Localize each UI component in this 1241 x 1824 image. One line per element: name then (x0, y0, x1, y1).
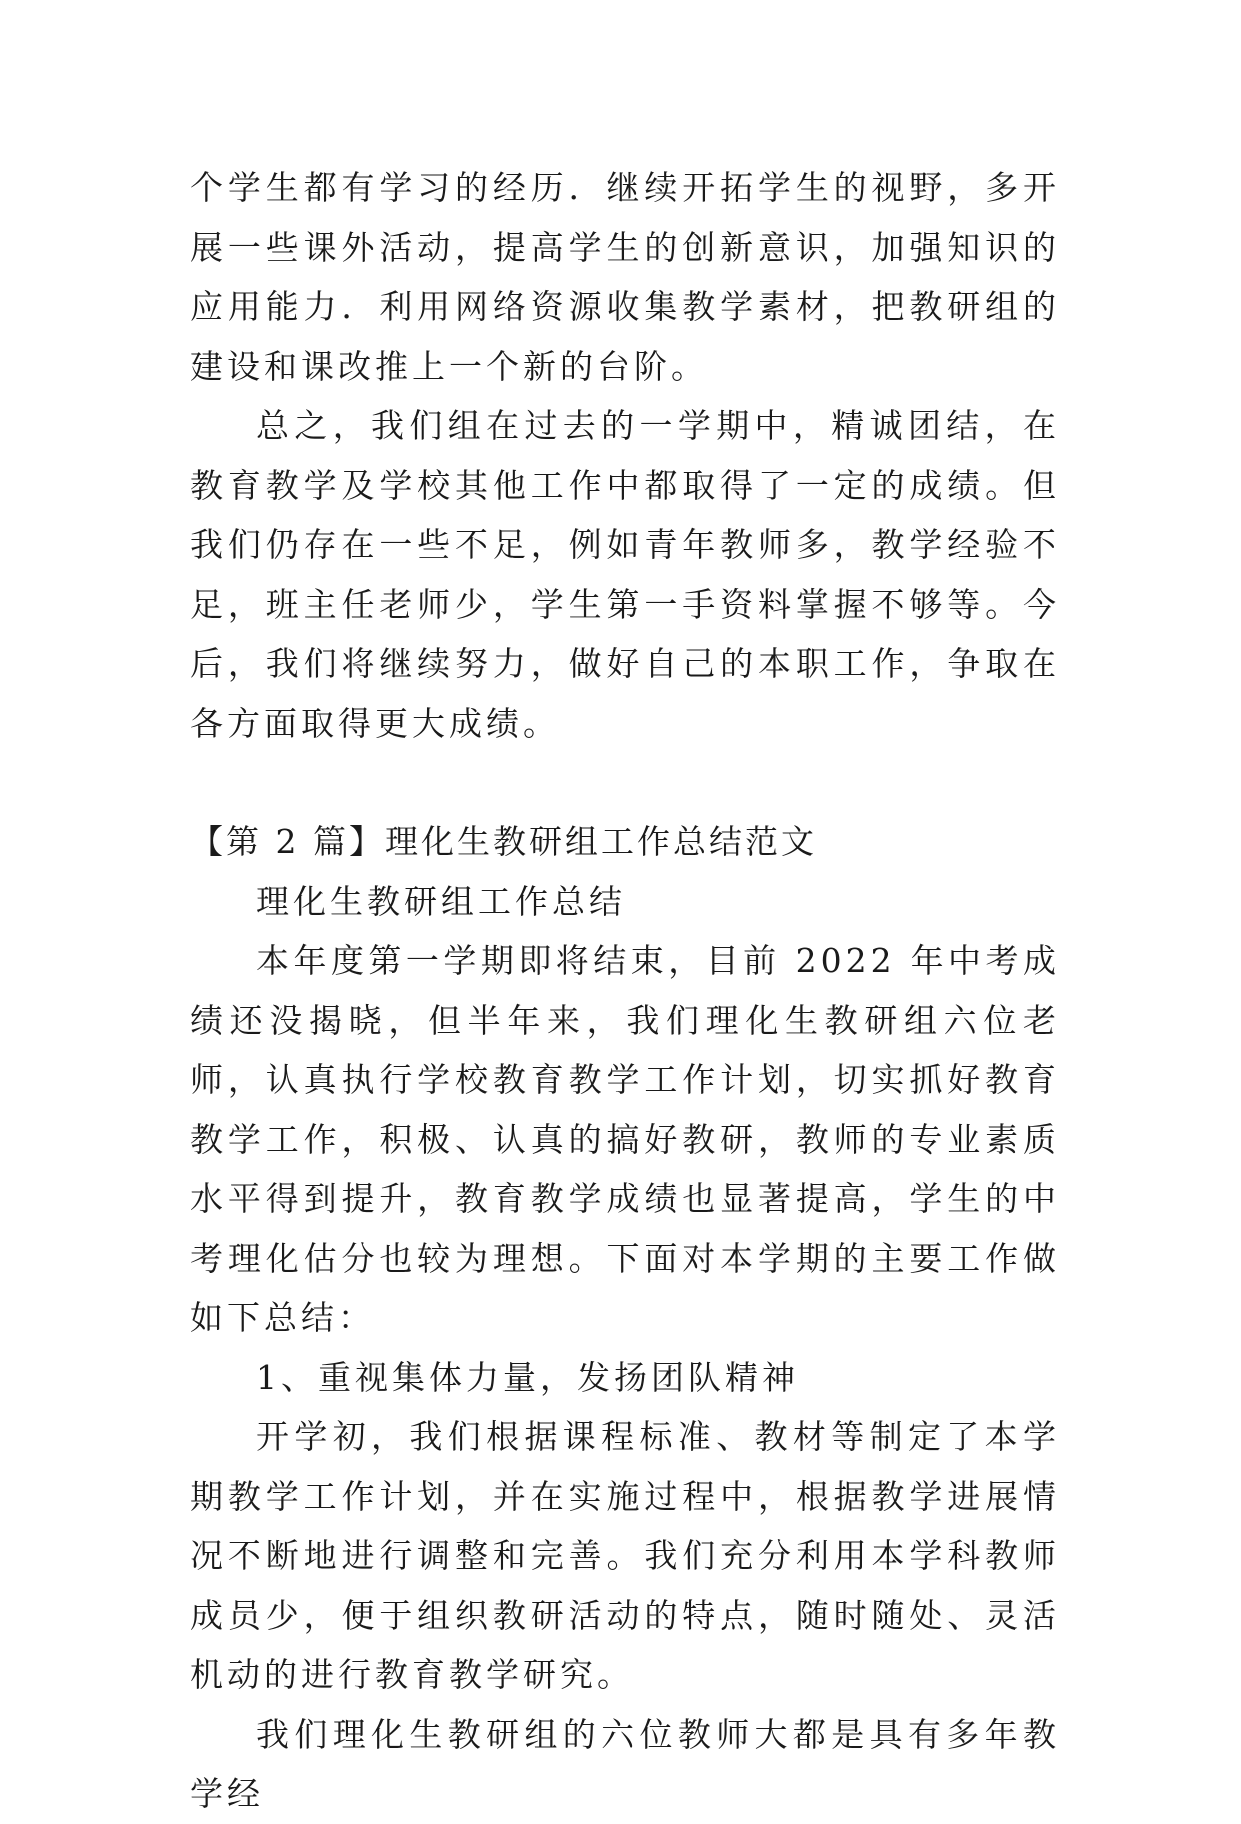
paragraph-summary: 总之，我们组在过去的一学期中，精诚团结，在教育教学及学校其他工作中都取得了一定的成绩。但我们仍存在一些不足，例如青年教师多，教学经验不足，班主任老师少，学生第一手资料掌握不够等。今后，我们将继续努力，做好自己的本职工作，争取在各方面取得更大成绩。 (190, 406, 1060, 743)
paragraph-intro: 本年度第一学期即将结束，目前 2022 年中考成绩还没揭晓，但半年来，我们理化生教研组六位老师，认真执行学校教育教学工作计划，切实抓好教育教学工作，积极、认真的搞好教研，教师的专业素质水平得到提升，教育教学成绩也显著提高，学生的中考理化估分也较为理想。下面对本学期的主要工作做如下总结： (190, 941, 1060, 1337)
paragraph-continuation: 个学生都有学习的经历．继续开拓学生的视野，多开展一些课外活动，提高学生的创新意识，加强知识的应用能力．利用网络资源收集教学素材，把教研组的建设和课改推上一个新的台阶。 (190, 168, 1060, 386)
document-body (190, 158, 1060, 1824)
article-subtitle: 理化生教研组工作总结 (256, 881, 626, 921)
article-heading: 【第 2 篇】理化生教研组工作总结范文 (190, 822, 817, 861)
paragraph-teachers: 我们理化生教研组的六位教师大都是具有多年教学经 (190, 1714, 1060, 1813)
section-heading: 1、重视集体力量，发扬团队精神 (256, 1357, 799, 1397)
paragraph-plan: 开学初，我们根据课程标准、教材等制定了本学期教学工作计划，并在实施过程中，根据教学进展情况不断地进行调整和完善。我们充分利用本学科教师成员少，便于组织教研活动的特点，随时随处、灵活机动的进行教育教学研究。 (190, 1417, 1060, 1694)
